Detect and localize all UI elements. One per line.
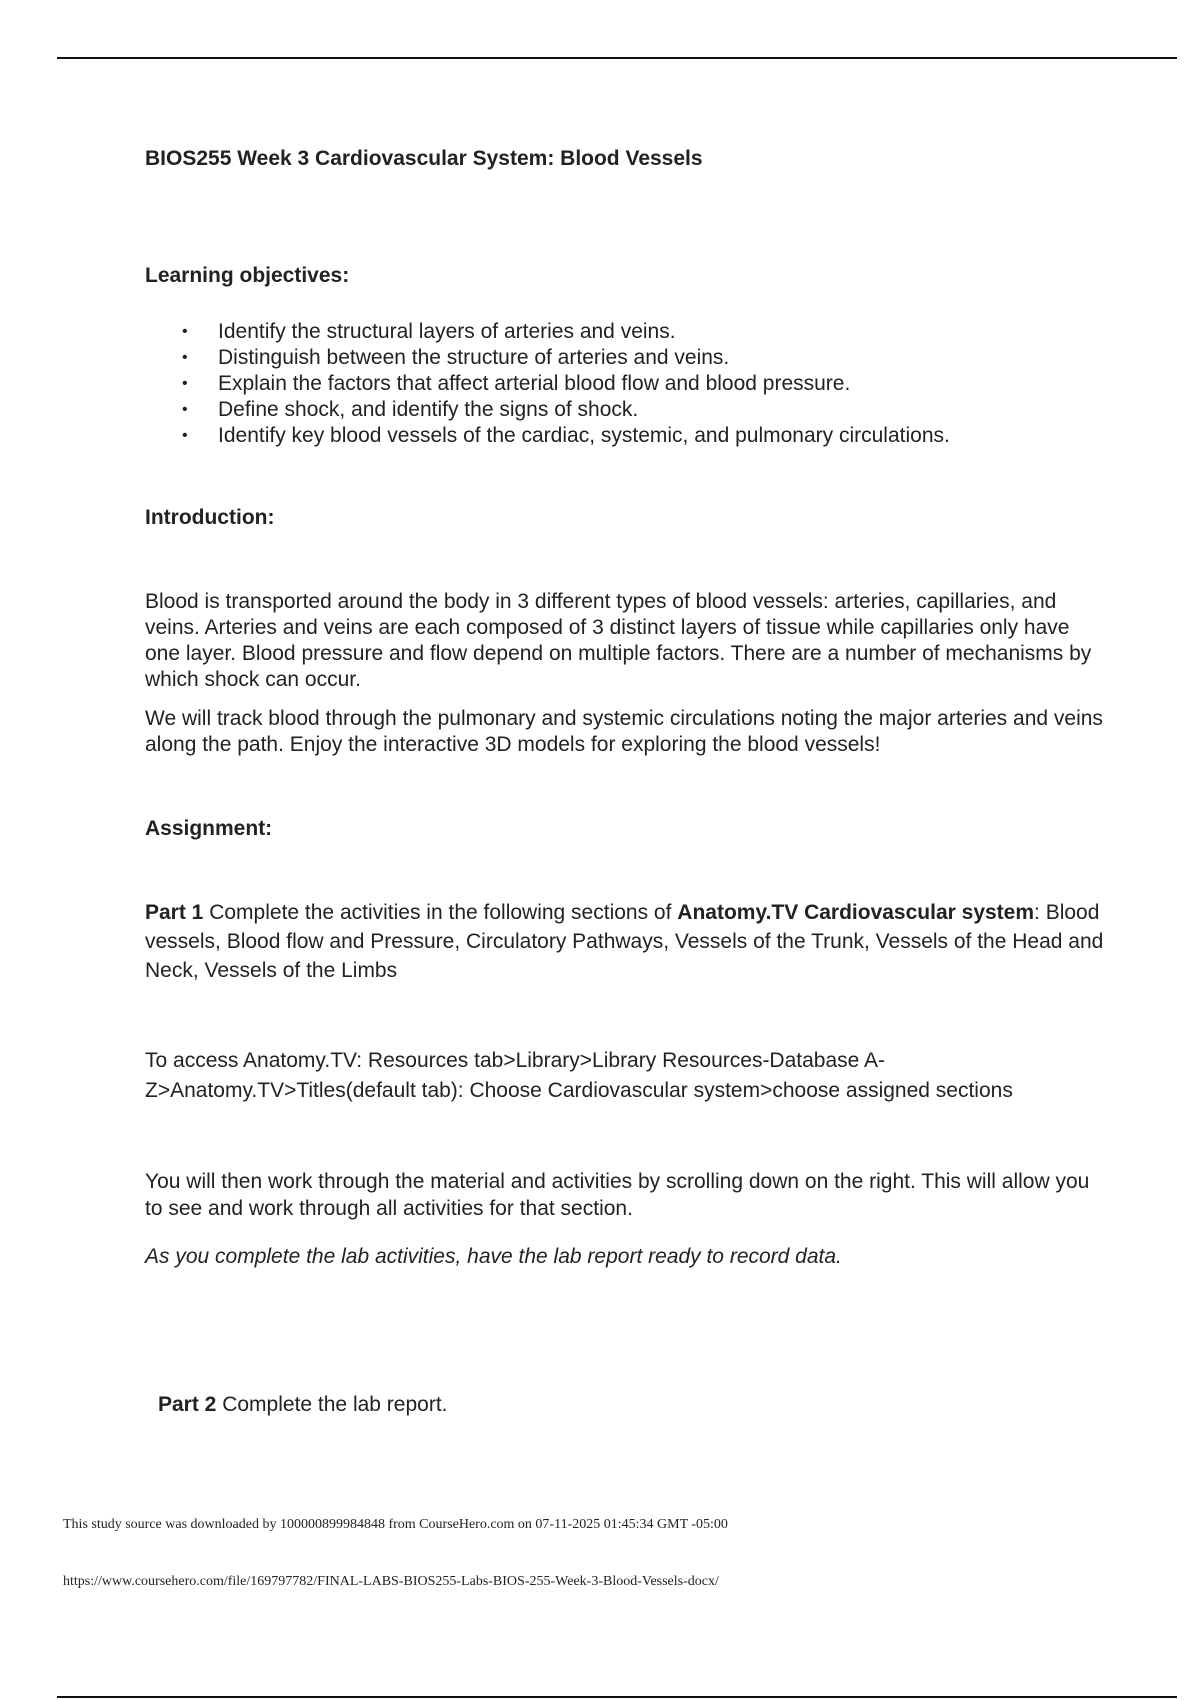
objective-text: Identify key blood vessels of the cardiac, systemic, and pulmonary circulations.	[218, 424, 950, 447]
list-item	[145, 397, 950, 423]
objective-text: Define shock, and identify the signs of shock.	[218, 398, 639, 421]
access-line-2: Z>Anatomy.TV>Titles(default tab): Choose Cardiovascular system>choose assigned sections	[145, 1079, 1013, 1102]
list-item	[145, 371, 950, 397]
objective-text: Explain the factors that affect arterial blood flow and blood pressure.	[218, 372, 851, 395]
lab-report-note: As you complete the lab activities, have the lab report ready to record data.	[145, 1245, 842, 1268]
part2-text: Complete the lab report.	[216, 1393, 448, 1416]
list-item	[145, 345, 950, 371]
part1-label: Part 1	[145, 901, 204, 924]
part1-text-a: Complete the activities in the following sections of	[203, 901, 678, 924]
objective-text: Distinguish between the structure of arteries and veins.	[218, 346, 730, 369]
top-rule	[57, 57, 1177, 59]
bullet-icon: •	[182, 323, 188, 340]
bullet-icon: •	[182, 349, 188, 366]
assignment-heading: Assignment:	[145, 817, 273, 840]
part2-paragraph	[158, 1392, 1118, 1418]
bottom-rule	[57, 1696, 1177, 1698]
list-item	[145, 423, 950, 449]
download-notice: This study source was downloaded by 100000899984848 from CourseHero.com on 07-11-2025 01:45:34 GMT -05:00	[63, 1517, 728, 1532]
objectives-list	[145, 319, 950, 449]
work-instructions: You will then work through the material and activities by scrolling down on the right. This will allow you to see and work through all activities for that section.	[145, 1170, 1090, 1220]
introduction-paragraph-2: We will track blood through the pulmonary and systemic circulations noting the major arteries and veins along the path. Enjoy the interactive 3D models for exploring the blood vessels!	[145, 707, 1103, 756]
part2-label: Part 2	[158, 1393, 217, 1416]
bullet-icon: •	[182, 401, 188, 418]
access-line-1: To access Anatomy.TV: Resources tab>Library>Library Resources-Database A-	[145, 1049, 886, 1072]
learning-objectives-heading: Learning objectives:	[145, 264, 350, 287]
objective-text: Identify the structural layers of arteries and veins.	[218, 320, 676, 343]
introduction-heading: Introduction:	[145, 506, 275, 529]
part1-paragraph	[145, 898, 1105, 985]
document-title: BIOS255 Week 3 Cardiovascular System: Blood Vessels	[145, 147, 703, 170]
bullet-icon: •	[182, 427, 188, 444]
part1-text-b: : Blood vessels, Blood flow and Pressure, Circulatory Pathways, Vessels of the Trunk, Vessels of the Head and Neck, Vessels of the Limbs	[145, 901, 1104, 982]
part1-bold-resource: Anatomy.TV Cardiovascular system	[677, 901, 1035, 924]
bullet-icon: •	[182, 375, 188, 392]
access-instructions	[145, 1046, 1105, 1106]
list-item	[145, 319, 950, 345]
source-url[interactable]: https://www.coursehero.com/file/169797782/FINAL-LABS-BIOS255-Labs-BIOS-255-Week-3-Blood-Vessels-docx/	[63, 1574, 719, 1589]
introduction-paragraph-1: Blood is transported around the body in 3 different types of blood vessels: arteries, capillaries, and veins. Arteries and veins are each composed of 3 distinct layers of tissue while capillaries only have one layer. Blood pressure and flow depend on multiple factors. There are a number of mechanisms by which shock can occur.	[145, 590, 1092, 691]
